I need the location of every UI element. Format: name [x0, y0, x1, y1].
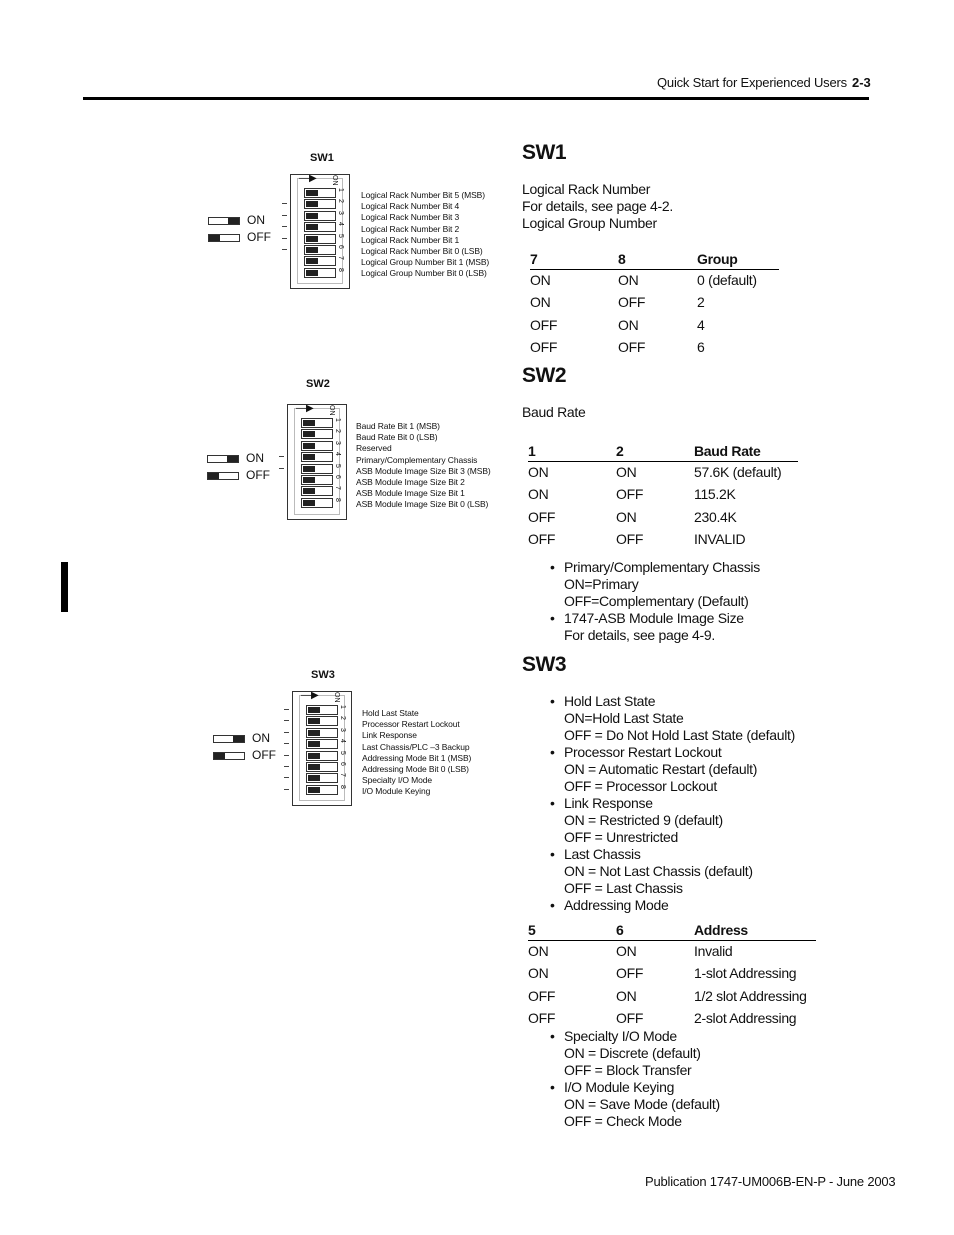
dip-toggle-knob — [308, 764, 320, 770]
table-cell: 1/2 slot Addressing — [694, 987, 807, 1004]
list-item-line: • Last Chassis — [564, 846, 641, 862]
dip-toggle — [306, 739, 338, 749]
dip-number: 3 — [339, 727, 346, 732]
table-cell: 0 (default) — [697, 272, 757, 288]
dip-toggle-knob — [308, 718, 320, 724]
sw1-line: For details, see page 4-2. — [522, 198, 673, 214]
legend-on-label: ON — [247, 213, 265, 227]
tick-mark — [282, 226, 287, 227]
legend-off-swatch — [207, 472, 239, 480]
table-cell: ON — [618, 272, 639, 288]
dip-label: Baud Rate Bit 1 (MSB) — [356, 421, 440, 431]
dip-toggle — [306, 762, 338, 772]
list-item — [550, 1028, 720, 1079]
table-row — [528, 529, 798, 551]
table-cell: OFF — [616, 530, 644, 547]
tick-mark — [284, 789, 289, 790]
list-item — [550, 846, 795, 897]
dip-toggle-knob — [308, 707, 320, 713]
dip-toggle — [301, 418, 333, 428]
legend-on-label: ON — [246, 451, 264, 465]
footer-publication: Publication 1747-UM006B-EN-P - June 2003 — [645, 1174, 896, 1189]
dip-label: Logical Rack Number Bit 3 — [361, 212, 460, 223]
tick-mark — [284, 755, 289, 756]
dip-toggle — [301, 498, 333, 508]
table-row — [530, 292, 779, 314]
table-cell: ON — [528, 965, 549, 982]
dip-label: Reserved — [356, 443, 392, 454]
tick-mark — [279, 468, 284, 469]
table-cell: ON — [616, 987, 637, 1004]
dip-label: Logical Rack Number Bit 5 (MSB) — [361, 190, 485, 200]
dip-number: 2 — [334, 429, 341, 434]
dip-toggle — [304, 211, 336, 221]
legend-on-swatch — [208, 217, 240, 225]
table-cell: ON — [528, 464, 549, 480]
sw2-description: Baud Rate — [522, 404, 586, 420]
dip-toggle-knob — [306, 224, 318, 230]
table-cell: 57.6K (default) — [694, 464, 782, 480]
table-cell: 115.2K — [694, 486, 736, 503]
list-item-line: • Specialty I/O Mode — [564, 1028, 677, 1044]
dip-toggle-knob — [303, 466, 315, 472]
list-item — [550, 795, 795, 846]
list-item-line: ON = Restricted 9 (default) — [564, 812, 723, 828]
dip-number: 7 — [339, 773, 346, 778]
table-row — [528, 462, 798, 485]
arrow-icon: —▶ — [301, 690, 319, 701]
dip-label: ASB Module Image Size Bit 2 — [356, 477, 465, 487]
table-header: 8 — [618, 250, 697, 270]
dip-toggle — [304, 199, 336, 209]
dip-toggle — [304, 256, 336, 266]
table-row — [528, 507, 798, 529]
dip-toggle-knob — [303, 431, 315, 437]
table-cell: 230.4K — [694, 508, 737, 525]
table-cell: ON — [528, 486, 549, 503]
header-rule — [83, 97, 869, 100]
sw1-line: Logical Group Number — [522, 215, 657, 231]
dip-toggle-knob — [308, 730, 320, 736]
dip-toggle-knob — [306, 258, 318, 264]
dip-number: 1 — [334, 418, 341, 422]
dip-toggle-knob — [303, 454, 315, 460]
dip-label: Logical Rack Number Bit 0 (LSB) — [361, 246, 483, 256]
table-row — [530, 270, 779, 293]
table-cell: OFF — [530, 338, 558, 355]
dip-toggle — [301, 429, 333, 439]
table-cell: OFF — [528, 1009, 556, 1026]
legend-off-swatch — [208, 234, 240, 242]
table-cell: OFF — [618, 338, 646, 355]
table-cell: ON — [616, 464, 637, 480]
list-item — [550, 693, 795, 744]
list-item-line: • Primary/Complementary Chassis — [564, 559, 760, 575]
table-cell: OFF — [528, 987, 556, 1004]
dip-number: 1 — [337, 188, 344, 192]
dip-toggle — [304, 234, 336, 244]
list-item-line: ON = Automatic Restart (default) — [564, 761, 758, 777]
table-cell: OFF — [530, 316, 558, 333]
table-row — [528, 1008, 816, 1030]
table-cell: OFF — [616, 965, 644, 982]
list-item-line: ON=Hold Last State — [564, 710, 684, 726]
table-header: 7 — [530, 250, 618, 270]
legend-fill — [233, 736, 244, 742]
tick-mark — [284, 732, 289, 733]
dip-toggle — [306, 705, 338, 715]
list-item — [550, 610, 760, 644]
dip-number: 2 — [339, 716, 346, 721]
dip-label: Addressing Mode Bit 1 (MSB) — [362, 752, 472, 763]
dip-label: Link Response — [362, 730, 417, 741]
dip-toggle — [306, 716, 338, 726]
dip-number: 4 — [337, 222, 344, 227]
table-cell: 6 — [697, 338, 705, 355]
dip-toggle-knob — [306, 213, 318, 219]
dip-number: 5 — [334, 463, 341, 468]
table-header: Address — [694, 921, 816, 941]
legend-fill — [209, 235, 220, 241]
dip-label: Baud Rate Bit 0 (LSB) — [356, 432, 438, 443]
dip-toggle-knob — [306, 190, 318, 196]
figure-title: SW3 — [311, 669, 335, 681]
legend-fill — [214, 753, 225, 759]
dip-number: 8 — [334, 497, 341, 502]
sw3-bullet-list — [550, 693, 795, 914]
dip-number: 1 — [339, 705, 346, 709]
table-cell: 4 — [697, 316, 705, 333]
dip-toggle — [301, 441, 333, 451]
tick-mark — [284, 709, 289, 710]
dip-number: 6 — [334, 475, 341, 479]
arrow-icon: —▶ — [299, 173, 317, 184]
dip-number: 5 — [337, 233, 344, 238]
sw2-bullet-list — [550, 559, 760, 644]
dip-toggle-knob — [306, 270, 318, 276]
sw2-heading: SW2 — [522, 364, 567, 387]
table-cell: Invalid — [694, 943, 733, 959]
legend-on-swatch — [207, 455, 239, 463]
tick-mark — [279, 456, 284, 457]
dip-toggle — [304, 245, 336, 255]
dip-toggle — [301, 475, 333, 485]
dip-toggle — [301, 464, 333, 474]
table-row — [530, 337, 779, 359]
dip-on-mark: ON — [333, 692, 340, 703]
dip-toggle-knob — [306, 236, 318, 242]
dip-label: Logical Group Number Bit 0 (LSB) — [361, 268, 487, 279]
table-cell: OFF — [616, 1009, 644, 1026]
legend-fill — [227, 456, 238, 462]
sw1-line: Logical Rack Number — [522, 181, 651, 197]
table-cell: OFF — [618, 294, 646, 311]
table-row — [528, 484, 798, 506]
table-cell: ON — [528, 943, 549, 959]
table-cell: OFF — [528, 508, 556, 525]
dip-on-mark: ON — [328, 405, 335, 416]
dip-toggle — [306, 773, 338, 783]
dip-toggle-knob — [308, 775, 320, 781]
tick-mark — [284, 766, 289, 767]
table-header: 2 — [616, 442, 694, 462]
legend-on-swatch — [213, 735, 245, 743]
dip-toggle — [301, 486, 333, 496]
page-number: 2-3 — [852, 75, 871, 90]
legend-off-label: OFF — [252, 748, 276, 762]
dip-toggle — [306, 751, 338, 761]
dip-label: Hold Last State — [362, 708, 419, 718]
table-cell: 2-slot Addressing — [694, 1009, 797, 1026]
dip-toggle-knob — [303, 477, 315, 483]
list-item — [550, 897, 795, 914]
dip-number: 3 — [334, 440, 341, 445]
dip-toggle — [301, 452, 333, 462]
dip-label: ASB Module Image Size Bit 3 (MSB) — [356, 465, 491, 476]
list-item-line: For details, see page 4-9. — [564, 627, 715, 643]
dip-number: 6 — [339, 762, 346, 766]
dip-label: ASB Module Image Size Bit 1 — [356, 488, 465, 499]
dip-toggle-knob — [303, 420, 315, 426]
list-item-line: ON = Discrete (default) — [564, 1045, 701, 1061]
legend-fill — [208, 473, 219, 479]
list-item-line: • Processor Restart Lockout — [564, 744, 722, 760]
table-cell: ON — [530, 272, 551, 288]
dip-toggle — [306, 728, 338, 738]
table-header: 6 — [616, 921, 694, 941]
dip-toggle-knob — [308, 741, 320, 747]
table-cell: ON — [530, 294, 551, 311]
table-cell: OFF — [528, 530, 556, 547]
list-item-line: OFF = Unrestricted — [564, 829, 679, 845]
tick-mark — [282, 215, 287, 216]
dip-toggle — [304, 188, 336, 198]
tick-mark — [282, 249, 287, 250]
table-header: Group — [697, 250, 779, 270]
list-item-line: ON = Save Mode (default) — [564, 1096, 720, 1112]
dip-toggle-knob — [303, 500, 315, 506]
list-item-line: • 1747-ASB Module Image Size — [564, 610, 744, 626]
tick-mark — [282, 238, 287, 239]
sw1-heading: SW1 — [522, 141, 567, 164]
sw1-description — [522, 181, 673, 232]
dip-toggle-knob — [308, 787, 320, 793]
list-item-line: • I/O Module Keying — [564, 1079, 675, 1095]
dip-label: Logical Rack Number Bit 2 — [361, 223, 460, 234]
tick-mark — [284, 720, 289, 721]
dip-label: Logical Rack Number Bit 4 — [361, 201, 460, 212]
dip-number: 5 — [339, 750, 346, 755]
table-cell: INVALID — [694, 530, 746, 547]
table-row — [530, 315, 779, 337]
dip-number: 7 — [337, 256, 344, 261]
table-cell: ON — [618, 316, 639, 333]
table-cell: OFF — [616, 486, 644, 503]
header-title: Quick Start for Experienced Users — [657, 75, 847, 90]
tick-mark — [284, 743, 289, 744]
legend-off-label: OFF — [247, 230, 271, 244]
sw3-address-table — [528, 921, 816, 1030]
sw3-bullet-list-2 — [550, 1028, 720, 1130]
table-row — [528, 986, 816, 1008]
table-cell: ON — [616, 943, 637, 959]
dip-number: 3 — [337, 210, 344, 215]
list-item-line: • Link Response — [564, 795, 653, 811]
figure-title: SW2 — [306, 378, 330, 390]
dip-number: 6 — [337, 245, 344, 249]
dip-label: Logical Group Number Bit 1 (MSB) — [361, 257, 490, 268]
dip-label: Logical Rack Number Bit 1 — [361, 234, 460, 245]
list-item-line: • Hold Last State — [564, 693, 656, 709]
table-header: 1 — [528, 442, 616, 462]
list-item-line: OFF=Complementary (Default) — [564, 593, 749, 609]
list-item-line: ON=Primary — [564, 576, 639, 592]
list-item-line: ON = Not Last Chassis (default) — [564, 863, 753, 879]
list-item-line: OFF = Check Mode — [564, 1113, 682, 1129]
list-item — [550, 559, 760, 610]
dip-toggle-knob — [303, 443, 315, 449]
tick-mark — [284, 777, 289, 778]
dip-label: Primary/Complementary Chassis — [356, 454, 478, 465]
table-cell: 2 — [697, 294, 705, 311]
sw2-baud-table — [528, 442, 798, 551]
dip-toggle — [306, 785, 338, 795]
table-cell: 1-slot Addressing — [694, 965, 797, 982]
table-row — [528, 963, 816, 985]
sw1-group-table — [530, 250, 779, 359]
legend-off-label: OFF — [246, 468, 270, 482]
dip-number: 4 — [334, 452, 341, 457]
list-item-line: • Addressing Mode — [564, 897, 669, 913]
figure-title: SW1 — [310, 152, 334, 164]
dip-toggle — [304, 222, 336, 232]
list-item-line: OFF = Do Not Hold Last State (default) — [564, 727, 795, 743]
list-item-line: OFF = Processor Lockout — [564, 778, 717, 794]
table-header: 5 — [528, 921, 616, 941]
dip-number: 8 — [337, 267, 344, 272]
arrow-icon: —▶ — [296, 403, 314, 414]
dip-label: ASB Module Image Size Bit 0 (LSB) — [356, 499, 489, 510]
list-item — [550, 1079, 720, 1130]
change-bar — [61, 562, 68, 612]
dip-number: 4 — [339, 739, 346, 744]
dip-number: 2 — [337, 199, 344, 204]
dip-toggle-knob — [306, 247, 318, 253]
dip-number: 8 — [339, 784, 346, 789]
dip-toggle — [304, 268, 336, 278]
dip-label: Specialty I/O Mode — [362, 775, 433, 786]
list-item-line: OFF = Last Chassis — [564, 880, 683, 896]
dip-toggle-knob — [306, 201, 318, 207]
dip-toggle-knob — [308, 753, 320, 759]
tick-mark — [282, 203, 287, 204]
dip-number: 7 — [334, 486, 341, 491]
dip-toggle-knob — [303, 488, 315, 494]
table-row — [528, 941, 816, 964]
sw3-heading: SW3 — [522, 653, 567, 676]
legend-off-swatch — [213, 752, 245, 760]
legend-fill — [228, 218, 239, 224]
legend-on-label: ON — [252, 731, 270, 745]
list-item-line: OFF = Block Transfer — [564, 1062, 692, 1078]
table-cell: ON — [616, 508, 637, 525]
dip-label: I/O Module Keying — [362, 786, 431, 797]
dip-on-mark: ON — [331, 175, 338, 186]
list-item — [550, 744, 795, 795]
dip-label: Last Chassis/PLC –3 Backup — [362, 741, 470, 752]
dip-label: Addressing Mode Bit 0 (LSB) — [362, 764, 469, 774]
dip-label: Processor Restart Lockout — [362, 719, 460, 730]
table-header: Baud Rate — [694, 442, 798, 462]
